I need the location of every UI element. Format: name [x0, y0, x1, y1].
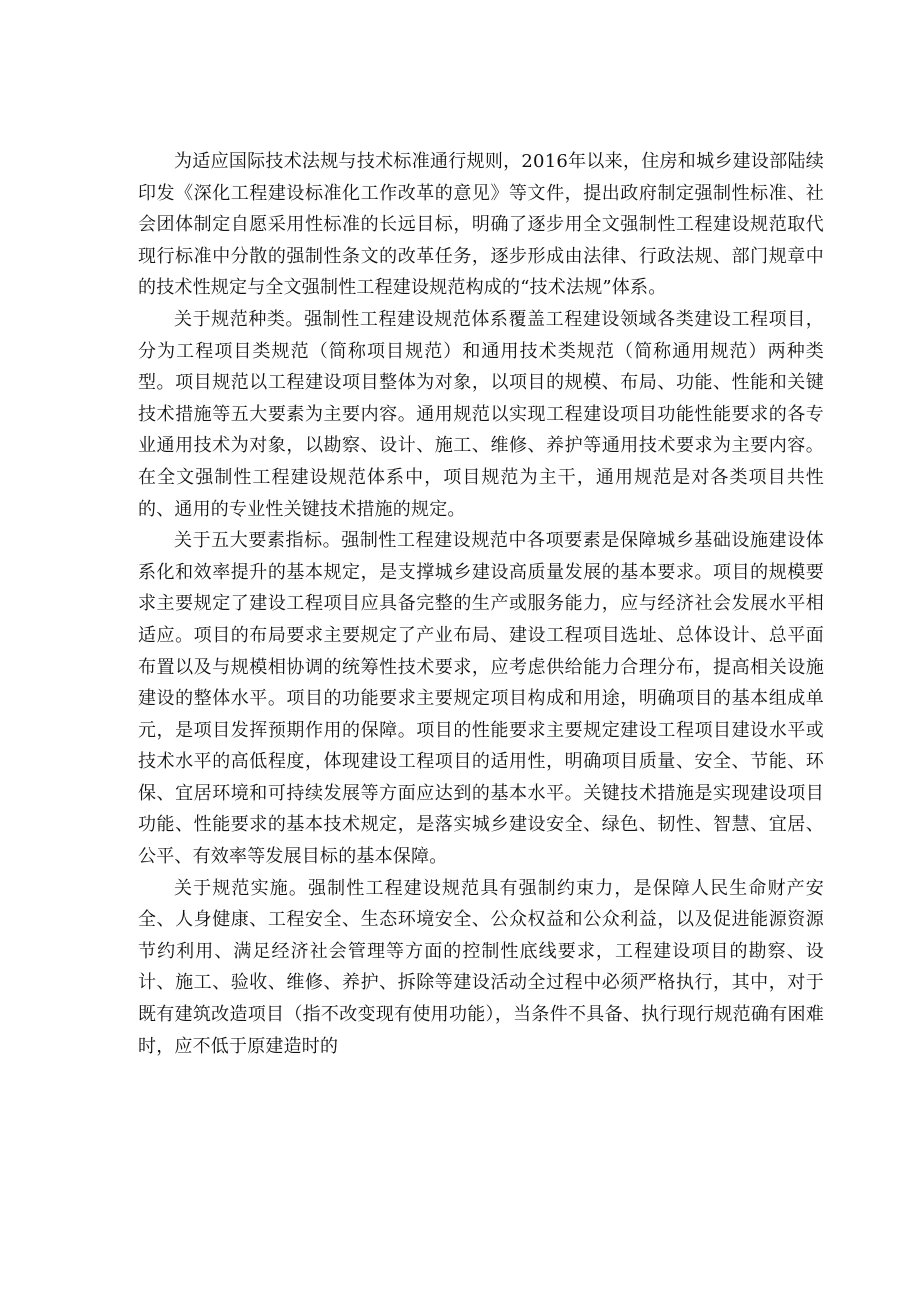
paragraph-spec-types: 关于规范种类。强制性工程建设规范体系覆盖工程建设领域各类建设工程项目，分为工程项目类规范（简称项目规范）和通用技术类规范（简称通用规范）两种类型。项目规范以工程建设项目整体为对象，以项目的规模、布局、功能、性能和关键技术措施等五大要素为主要内容。通用规范以实现工程建设项目功能性能要求的各专业通用技术为对象，以勘察、设计、施工、维修、养护等通用技术要求为主要内容。在全文强制性工程建设规范体系中，项目规范为主干，通用规范是对各类项目共性的、通用的专业性关键技术措施的规定。 [138, 308, 824, 520]
paragraph-five-elements: 关于五大要素指标。强制性工程建设规范中各项要素是保障城乡基础设施建设体系化和效率提升的基本规定，是支撑城乡建设高质量发展的基本要求。项目的规模要求主要规定了建设工程项目应具备完整的生产或服务能力，应与经济社会发展水平相适应。项目的布局要求主要规定了产业布局、建设工程项目选址、总体设计、总平面布置以及与规模相协调的统筹性技术要求，应考虑供给能力合理分布，提高相关设施建设的整体水平。项目的功能要求主要规定项目构成和用途，明确项目的基本组成单元，是项目发挥预期作用的保障。项目的性能要求主要规定建设工程项目建设水平或技术水平的高低程度，体现建设工程项目的适用性，明确项目质量、安全、节能、环保、宜居环境和可持续发展等方面应达到的基本水平。关键技术措施是实现建设项目功能、性能要求的基本技术规定，是落实城乡建设安全、绿色、韧性、智慧、宜居、公平、有效率等发展目标的基本保障。 [138, 530, 824, 868]
paragraph-intro: 为适应国际技术法规与技术标准通行规则，2016年以来，住房和城乡建设部陆续印发《深化工程建设标准化工作改革的意见》等文件，提出政府制定强制性标准、社会团体制定自愿采用性标准的长远目标，明确了逐步用全文强制性工程建设规范取代现行标准中分散的强制性条文的改革任务，逐步形成由法律、行政法规、部门规章中的技术性规定与全文强制性工程建设规范构成的“技术法规”体系。 [138, 151, 824, 299]
document-body [138, 146, 824, 1062]
paragraph-implementation: 关于规范实施。强制性工程建设规范具有强制约束力，是保障人民生命财产安全、人身健康、工程安全、生态环境安全、公众权益和公众利益，以及促进能源资源节约利用、满足经济社会管理等方面的控制性底线要求，工程建设项目的勘察、设计、施工、验收、维修、养护、拆除等建设活动全过程中必须严格执行，其中，对于既有建筑改造项目（指不改变现有使用功能），当条件不具备、执行现行规范确有困难时，应不低于原建造时的 [138, 877, 824, 1057]
